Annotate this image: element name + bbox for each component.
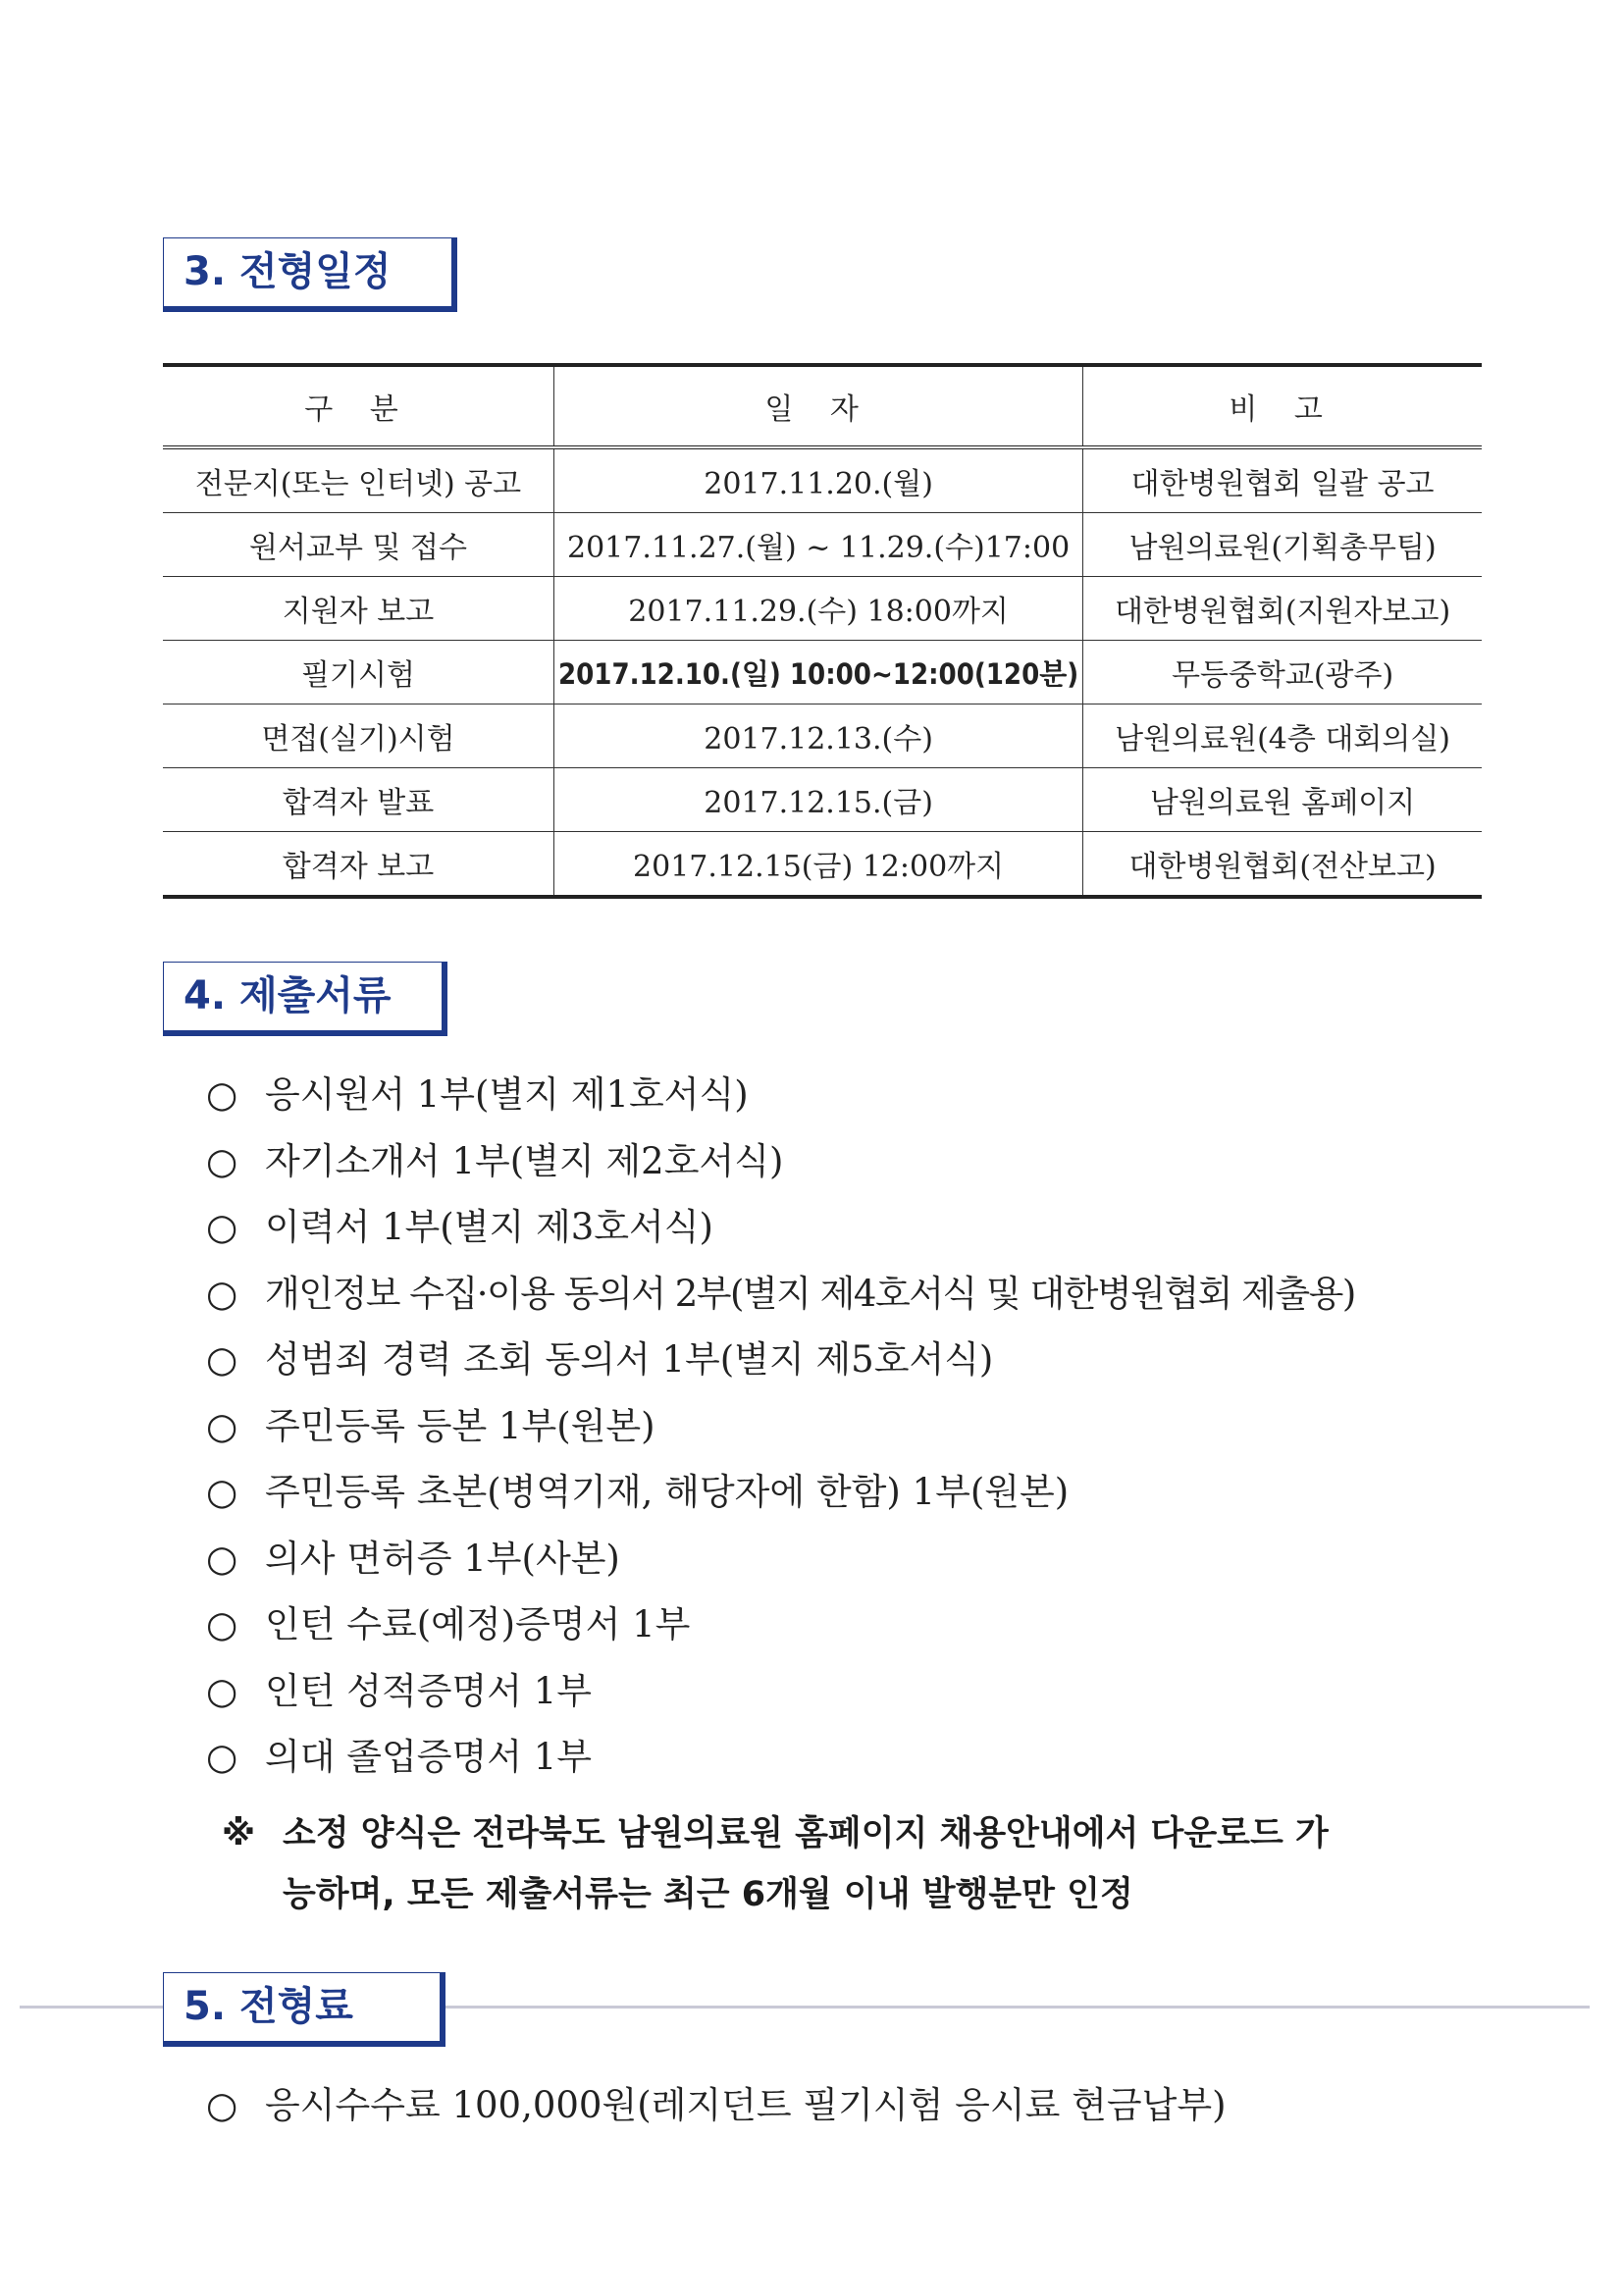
list-item-text: 이력서 1부(별지 제3호서식) bbox=[265, 1206, 713, 1248]
row-category: 면접(실기)시험 bbox=[163, 704, 554, 768]
list-item-text: 응시원서 1부(별지 제1호서식) bbox=[265, 1073, 749, 1116]
section-title-documents: 4. 제출서류 bbox=[163, 962, 447, 1036]
table-header-row bbox=[163, 365, 1482, 447]
row-remarks: 대한병원협회(전산보고) bbox=[1083, 832, 1482, 898]
row-remarks: 대한병원협회 일괄 공고 bbox=[1083, 447, 1482, 513]
table-row bbox=[163, 513, 1482, 577]
circle-bullet-icon: ○ bbox=[206, 1272, 238, 1315]
row-category: 지원자 보고 bbox=[163, 577, 554, 641]
list-item bbox=[206, 1128, 1355, 1195]
note-line-2: 능하며, 모든 제출서류는 최근 6개월 이내 발행분만 인정 bbox=[283, 1875, 1133, 1914]
row-date: 2017.12.13.(수) bbox=[554, 704, 1083, 768]
table-row bbox=[163, 447, 1482, 513]
circle-bullet-icon: ○ bbox=[206, 1139, 238, 1182]
row-date: 2017.11.29.(수) 18:00까지 bbox=[554, 577, 1083, 641]
header-date: 일 자 bbox=[554, 365, 1083, 447]
table-row bbox=[163, 704, 1482, 768]
list-item-text: 의대 졸업증명서 1부 bbox=[265, 1736, 592, 1778]
list-item-text: 자기소개서 1부(별지 제2호서식) bbox=[265, 1139, 784, 1182]
list-item bbox=[206, 1261, 1355, 1328]
documents-list bbox=[206, 1062, 1355, 1791]
list-item-text: 성범죄 경력 조회 동의서 1부(별지 제5호서식) bbox=[265, 1338, 994, 1381]
row-remarks: 남원의료원 홈페이지 bbox=[1083, 768, 1482, 832]
list-item bbox=[206, 1592, 1355, 1658]
list-item-text: 의사 면허증 1부(사본) bbox=[265, 1537, 620, 1580]
row-remarks: 남원의료원(기획총무팀) bbox=[1083, 513, 1482, 577]
list-item bbox=[206, 1658, 1355, 1725]
table-row bbox=[163, 577, 1482, 641]
list-item bbox=[206, 1724, 1355, 1791]
section-title-schedule: 3. 전형일정 bbox=[163, 237, 457, 312]
circle-bullet-icon: ○ bbox=[206, 1669, 238, 1712]
circle-bullet-icon: ○ bbox=[206, 2084, 238, 2126]
header-category: 구 분 bbox=[163, 365, 554, 447]
circle-bullet-icon: ○ bbox=[206, 1603, 238, 1645]
circle-bullet-icon: ○ bbox=[206, 1206, 238, 1248]
row-date: 2017.12.10.(일) 10:00~12:00(120분) bbox=[554, 641, 1083, 704]
schedule-table bbox=[163, 363, 1482, 899]
row-date: 2017.12.15(금) 12:00까지 bbox=[554, 832, 1083, 898]
circle-bullet-icon: ○ bbox=[206, 1736, 238, 1778]
list-item-text: 개인정보 수집·이용 동의서 2부(별지 제4호서식 및 대한병원협회 제출용) bbox=[265, 1272, 1355, 1315]
fee-line bbox=[206, 2075, 1227, 2128]
circle-bullet-icon: ○ bbox=[206, 1073, 238, 1116]
row-remarks: 대한병원협회(지원자보고) bbox=[1083, 577, 1482, 641]
list-item bbox=[206, 1526, 1355, 1592]
row-date: 2017.11.20.(월) bbox=[554, 447, 1083, 513]
list-item-text: 인턴 성적증명서 1부 bbox=[265, 1669, 592, 1712]
circle-bullet-icon: ○ bbox=[206, 1338, 238, 1381]
table-row bbox=[163, 641, 1482, 704]
list-item-text: 주민등록 초본(병역기재, 해당자에 한함) 1부(원본) bbox=[265, 1471, 1070, 1513]
row-remarks: 남원의료원(4층 대회의실) bbox=[1083, 704, 1482, 768]
note-line-1: 소정 양식은 전라북도 남원의료원 홈페이지 채용안내에서 다운로드 가 bbox=[283, 1814, 1329, 1853]
row-category: 원서교부 및 접수 bbox=[163, 513, 554, 577]
reference-mark-icon: ※ bbox=[222, 1814, 256, 1853]
list-item bbox=[206, 1393, 1355, 1460]
list-item bbox=[206, 1459, 1355, 1526]
row-category: 합격자 발표 bbox=[163, 768, 554, 832]
row-category: 필기시험 bbox=[163, 641, 554, 704]
circle-bullet-icon: ○ bbox=[206, 1537, 238, 1580]
row-date: 2017.11.27.(월) ~ 11.29.(수)17:00 bbox=[554, 513, 1083, 577]
list-item bbox=[206, 1327, 1355, 1393]
list-item-text: 주민등록 등본 1부(원본) bbox=[265, 1404, 655, 1447]
circle-bullet-icon: ○ bbox=[206, 1404, 238, 1447]
documents-note bbox=[222, 1803, 1448, 1925]
table-row bbox=[163, 832, 1482, 898]
table-row bbox=[163, 768, 1482, 832]
row-remarks: 무등중학교(광주) bbox=[1083, 641, 1482, 704]
circle-bullet-icon: ○ bbox=[206, 1471, 238, 1513]
list-item-text: 인턴 수료(예정)증명서 1부 bbox=[265, 1603, 691, 1645]
list-item bbox=[206, 1062, 1355, 1128]
section-title-fee: 5. 전형료 bbox=[163, 1972, 445, 2047]
row-date: 2017.12.15.(금) bbox=[554, 768, 1083, 832]
header-remarks: 비 고 bbox=[1083, 365, 1482, 447]
list-item bbox=[206, 1194, 1355, 1261]
row-category: 합격자 보고 bbox=[163, 832, 554, 898]
row-category: 전문지(또는 인터넷) 공고 bbox=[163, 447, 554, 513]
fee-text: 응시수수료 100,000원(레지던트 필기시험 응시료 현금납부) bbox=[265, 2084, 1227, 2126]
